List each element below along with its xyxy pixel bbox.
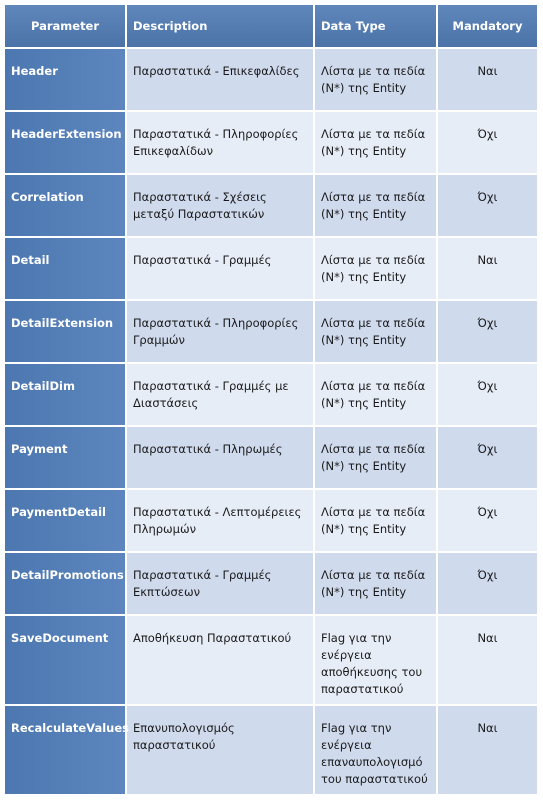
header-data-type: Data Type: [315, 5, 436, 47]
table-row: [5, 706, 537, 794]
row-mandatory: Όχι: [438, 490, 537, 551]
row-data-type: Λίστα με τα πεδία (Ν*) της Entity: [315, 427, 436, 488]
row-parameter: PaymentDetail: [5, 490, 125, 551]
header-description: Description: [127, 5, 313, 47]
row-parameter: DetailDim: [5, 364, 125, 425]
row-description: Παραστατικά - Γραμμές Εκπτώσεων: [127, 553, 313, 614]
row-data-type: Λίστα με τα πεδία (Ν*) της Entity: [315, 364, 436, 425]
table-row: [5, 427, 537, 488]
row-mandatory: Όχι: [438, 112, 537, 173]
row-mandatory: Ναι: [438, 706, 537, 794]
row-data-type: Flag για την ενέργεια αποθήκευσης του παραστατικού: [315, 616, 436, 704]
row-data-type: Λίστα με τα πεδία (Ν*) της Entity: [315, 301, 436, 362]
row-mandatory: Όχι: [438, 553, 537, 614]
parameters-table: [3, 3, 539, 796]
row-parameter: Correlation: [5, 175, 125, 236]
row-mandatory: Ναι: [438, 238, 537, 299]
row-parameter: Payment: [5, 427, 125, 488]
row-description: Παραστατικά - Λεπτομέρειες Πληρωμών: [127, 490, 313, 551]
row-data-type: Λίστα με τα πεδία (Ν*) της Entity: [315, 112, 436, 173]
header-parameter: Parameter: [5, 5, 125, 47]
row-description: Παραστατικά - Επικεφαλίδες: [127, 49, 313, 110]
row-description: Παραστατικά - Σχέσεις μεταξύ Παραστατικών: [127, 175, 313, 236]
row-mandatory: Ναι: [438, 616, 537, 704]
row-description: Παραστατικά - Πληρωμές: [127, 427, 313, 488]
row-mandatory: Όχι: [438, 427, 537, 488]
row-data-type: Λίστα με τα πεδία (Ν*) της Entity: [315, 490, 436, 551]
row-description: Παραστατικά - Γραμμές: [127, 238, 313, 299]
table-row: [5, 238, 537, 299]
table-row: [5, 616, 537, 704]
row-description: Επανυπολογισμός παραστατικού: [127, 706, 313, 794]
row-mandatory: Όχι: [438, 175, 537, 236]
row-parameter: Detail: [5, 238, 125, 299]
table-row: [5, 175, 537, 236]
parameters-table-container: [3, 3, 539, 796]
row-description: Παραστατικά - Πληροφορίες Γραμμών: [127, 301, 313, 362]
table-row: [5, 364, 537, 425]
row-data-type: Λίστα με τα πεδία (Ν*) της Entity: [315, 238, 436, 299]
table-row: [5, 301, 537, 362]
row-data-type: Λίστα με τα πεδία (Ν*) της Entity: [315, 553, 436, 614]
row-data-type: Flag για την ενέργεια επαναυπολογισμό του παραστατικού: [315, 706, 436, 794]
table-row: [5, 49, 537, 110]
row-parameter: Header: [5, 49, 125, 110]
row-data-type: Λίστα με τα πεδία (Ν*) της Entity: [315, 175, 436, 236]
row-description: Παραστατικά - Πληροφορίες Επικεφαλίδων: [127, 112, 313, 173]
header-mandatory: Mandatory: [438, 5, 537, 47]
row-mandatory: Όχι: [438, 301, 537, 362]
table-row: [5, 490, 537, 551]
table-header-row: [5, 5, 537, 47]
row-description: Αποθήκευση Παραστατικού: [127, 616, 313, 704]
row-parameter: HeaderExtension: [5, 112, 125, 173]
table-row: [5, 553, 537, 614]
row-data-type: Λίστα με τα πεδία (Ν*) της Entity: [315, 49, 436, 110]
table-row: [5, 112, 537, 173]
row-parameter: DetailExtension: [5, 301, 125, 362]
row-parameter: SaveDocument: [5, 616, 125, 704]
row-parameter: RecalculateValues: [5, 706, 125, 794]
row-description: Παραστατικά - Γραμμές με Διαστάσεις: [127, 364, 313, 425]
row-parameter: DetailPromotions: [5, 553, 125, 614]
row-mandatory: Ναι: [438, 49, 537, 110]
row-mandatory: Όχι: [438, 364, 537, 425]
